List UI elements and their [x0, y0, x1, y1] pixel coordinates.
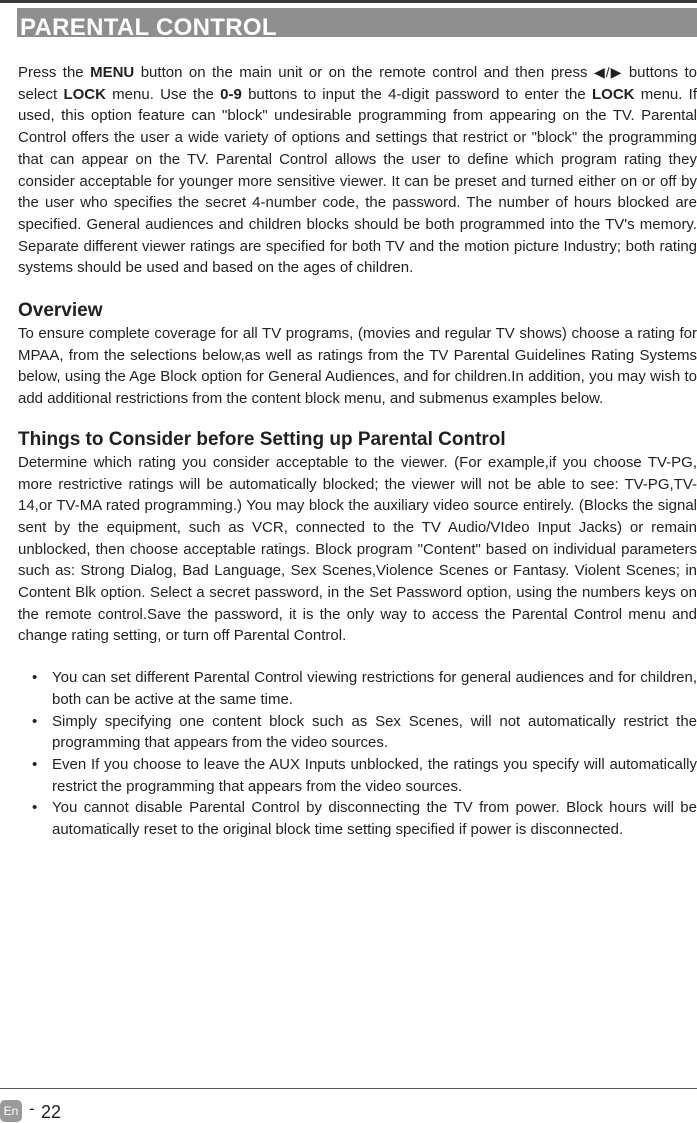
intro-text-4: menu. Use the — [105, 85, 221, 103]
list-item — [32, 667, 697, 710]
overview-paragraph: To ensure complete coverage for all TV programs, (movies and regular TV shows) choose a rating for MPAA, from the selections below,as well as ratings from the TV Parental Guidelines Rating Systems below, using the Age Block option for General Audiences, and for children.In addition, you may wish to add additional restrictions from the content block menu, and submenus examples below. — [18, 325, 697, 408]
list-item — [32, 754, 697, 797]
page-number: 22 — [41, 1102, 62, 1122]
overview-heading: Overview — [18, 300, 103, 322]
top-rule — [0, 0, 697, 3]
intro-text-1: Press the — [18, 64, 91, 81]
intro-text-6: menu. If used, this option feature can "block" undesirable programming from appearing on the TV. Parental Control offers the user a wide variety of options and settings that restrict or "block" the programming that can appear on the TV. Parental Control allows the user to define which program rating they consider acceptable for younger more sensitive viewer. It can be preset and turned either on or off by the user who specifies the secret 4-number code, the password. The number of hours blocked are specified. General audiences and children blocks should be both programmed into the TV's memory. Separate different viewer ratings are specified for both TV and the motion picture Industry; both rating systems should be used and based on the ages of children. — [18, 85, 697, 277]
menu-button-label: MENU — [90, 64, 135, 81]
digit-buttons-label: 0-9 — [220, 85, 242, 103]
intro-text-5: buttons to input the 4-digit password to enter the — [241, 85, 592, 103]
list-item-text: You cannot disable Parental Control by disconnecting the TV from power. Block hours will be automatically reset to the original block time setting specified if power is disconnected. — [52, 799, 697, 839]
list-item — [32, 711, 697, 754]
things-paragraph: Determine which rating you consider acceptable to the viewer. (For example,if you choose TV-PG, more restrictive ratings will be automatically blocked; the viewer will not be able to see: TV-PG,TV-14,or TV-MA rated programming.) You may block the auxiliary video source entirely. (Blocks the signal sent by the equipment, such as VCR, connected to the TV Audio/VIdeo Input Jacks) or remain unblocked, then choose acceptable ratings. Block program "Content" based on individual parameters such as: Strong Dialog, Bad Language, Sex Scenes,Violence Scenes or Fantasy. Violent Scenes; in Content Blk option. Select a secret password, in the Set Password option, using the numbers keys on the remote control.Save the password, it is the only way to access the Parental Control menu and change rating setting, or turn off Parental Control. — [18, 453, 697, 645]
intro-text-2: button on the main unit or on the remote control and then press — [134, 64, 594, 81]
bullet-icon: • — [32, 669, 38, 687]
things-heading: Things to Consider before Setting up Parental Control — [18, 428, 506, 450]
intro-paragraph — [18, 62, 697, 279]
list-item-text: Simply specifying one content block such as Sex Scenes, will not automatically restrict the programming that appears from the video sources. — [52, 712, 697, 752]
page-dash: - — [29, 1099, 35, 1118]
bullet-icon: • — [32, 712, 38, 730]
list-item-text: Even If you choose to leave the AUX Inputs unblocked, the ratings you specify will automatically restrict the programming that appears from the video sources. — [52, 755, 697, 795]
list-item — [32, 797, 697, 840]
left-right-arrows-icon: ◀/▶ — [593, 64, 623, 80]
lock-label-2: LOCK — [591, 85, 635, 103]
document-body — [18, 62, 697, 841]
page-title: PARENTAL CONTROL — [20, 14, 277, 41]
lock-label: LOCK — [63, 85, 106, 103]
bullet-icon: • — [32, 755, 38, 773]
language-badge: En — [0, 1100, 22, 1122]
bullet-icon: • — [32, 799, 38, 817]
bullet-list — [18, 667, 697, 841]
list-item-text: You can set different Parental Control viewing restrictions for general audiences and for children, both can be active at the same time. — [52, 669, 697, 708]
intro-text-3: buttons to select — [18, 64, 697, 103]
footer-rule — [0, 1088, 697, 1089]
